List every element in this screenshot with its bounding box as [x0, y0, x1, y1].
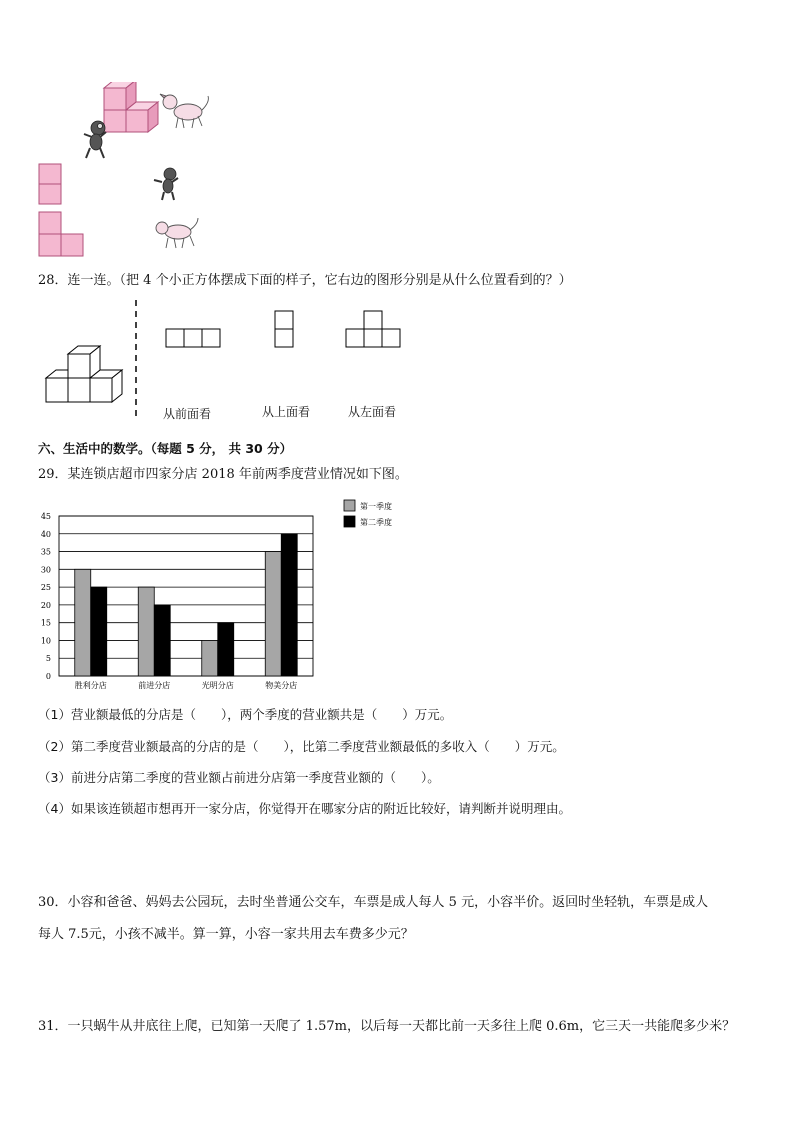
- y-tick-label: 45: [40, 512, 51, 521]
- q28-figure: [40, 298, 420, 420]
- dog-icon: [156, 218, 198, 248]
- x-tick-label: 物美分店: [265, 681, 298, 690]
- question-28-title: 28．连一连。（把 4 个小正方体摆成下面的样子，它右边的图形分别是从什么位置看到的？）: [38, 273, 572, 288]
- dog-icon: [160, 94, 208, 128]
- legend-swatch: [344, 500, 355, 511]
- view-t-shape: [346, 311, 400, 347]
- q29-sub-2: （2）第二季度营业额最高的分店的是（ ），比第二季度营业额最低的多收入（ ）万元。: [38, 739, 565, 754]
- x-tick-label: 光明分店: [201, 681, 234, 690]
- legend-label: 第一季度: [360, 502, 392, 511]
- q29-sub-1: （1）营业额最低的分店是（ ），两个季度的营业额共是（ ）万元。: [38, 707, 453, 722]
- y-tick-label: 5: [45, 654, 51, 664]
- q29-sub-3: （3）前进分店第二季度的营业额占前进分店第一季度营业额的（ ）。: [38, 770, 440, 785]
- monkey-icon: [84, 121, 106, 158]
- pink-cube-stack: [104, 82, 158, 132]
- bar: [138, 587, 154, 676]
- x-tick-label: 胜利分店: [74, 681, 107, 690]
- question-31-line-1: 31．一只蜗牛从井底往上爬，已知第一天爬了 1.57m，以后每一天都比前一天多往上爬 0.6m，它三天一共能爬多少米？: [38, 1019, 736, 1034]
- view-label-top: 从上面看: [262, 405, 311, 419]
- section-6-heading: 六、生活中的数学。（每题 5 分， 共 30 分）: [38, 441, 293, 456]
- y-tick-label: 40: [40, 529, 51, 539]
- bar: [265, 552, 281, 676]
- view-two-stacked-squares: [39, 164, 61, 204]
- bar: [218, 623, 234, 676]
- y-tick-label: 30: [40, 565, 51, 575]
- y-tick-label: 0: [45, 672, 51, 681]
- legend-swatch: [344, 516, 355, 527]
- y-tick-label: 20: [40, 600, 51, 610]
- bar: [154, 605, 170, 676]
- view-label-front: 从前面看: [163, 407, 212, 421]
- question-29-title: 29．某连锁店超市四家分店 2018 年前两季度营业情况如下图。: [38, 467, 408, 482]
- y-tick-label: 10: [40, 636, 51, 646]
- bar: [91, 587, 107, 676]
- bar: [202, 640, 218, 676]
- x-tick-label: 前进分店: [138, 681, 171, 690]
- bar-chart: [30, 494, 420, 694]
- bar: [281, 534, 297, 676]
- legend-label: 第二季度: [360, 518, 392, 527]
- y-tick-label: 25: [40, 583, 51, 593]
- monkey-icon: [154, 168, 178, 200]
- question-30-line-2: 每人 7.5元，小孩不减半。算一算，小容一家共用去车费多少元？: [38, 927, 414, 942]
- q29-sub-4: （4）如果该连锁超市想再开一家分店，你觉得开在哪家分店的附近比较好，请判断并说明理由。: [38, 801, 571, 816]
- bar: [75, 569, 91, 676]
- view-l-shape: [39, 212, 83, 256]
- y-tick-label: 35: [40, 547, 51, 557]
- cube-stack-figure: [30, 82, 220, 262]
- view-three-in-row: [166, 329, 220, 347]
- view-label-left: 从左面看: [348, 405, 397, 419]
- view-two-in-column: [275, 311, 293, 347]
- cube-arrangement: [46, 346, 122, 402]
- y-tick-label: 15: [40, 618, 51, 628]
- question-30-line-1: 30．小容和爸爸、妈妈去公园玩，去时坐普通公交车，车票是成人每人 5 元，小容半价。返回时坐轻轨，车票是成人: [38, 895, 709, 910]
